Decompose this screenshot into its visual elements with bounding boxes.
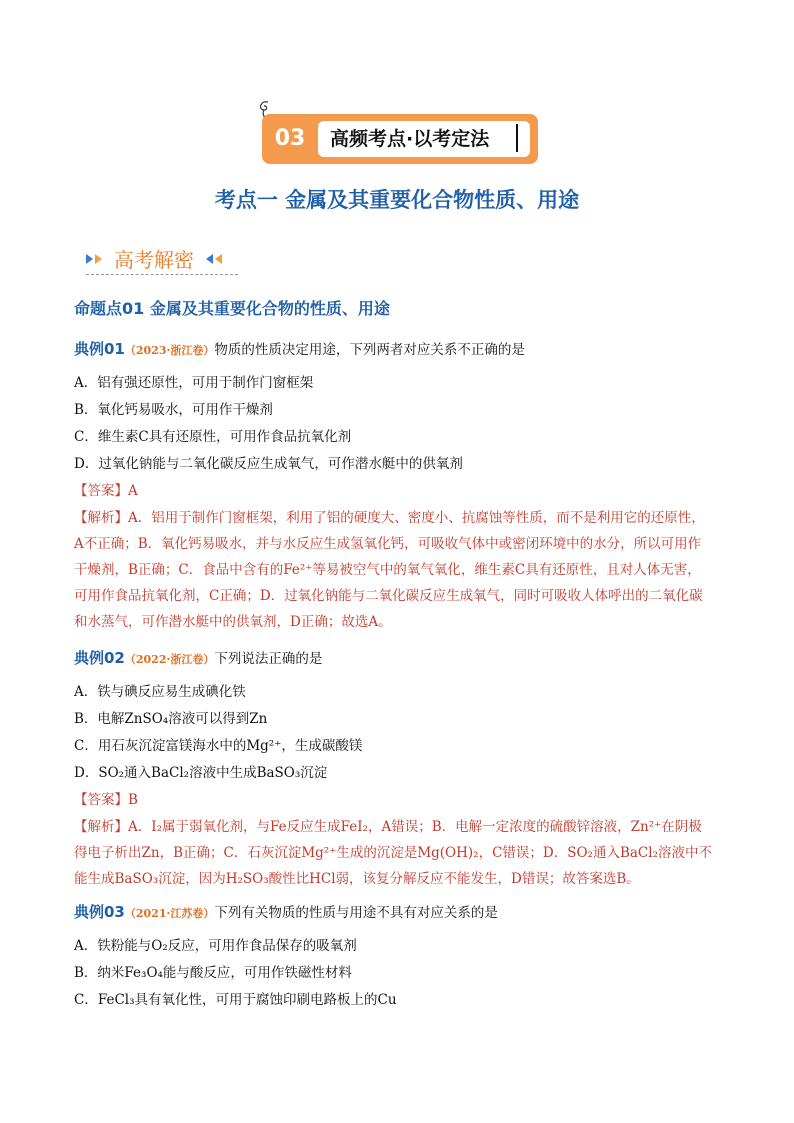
option-b: B．纳米Fe₃O₄能与酸反应，可用作铁磁性材料 [74,965,352,981]
option-b: B．电解ZnSO₄溶液可以得到Zn [74,711,268,727]
example-source: （2023·浙江卷） [124,344,215,357]
option-c: C．FeCl₃具有氧化性，可用于腐蚀印刷电路板上的Cu [74,992,397,1008]
example-label: 典例03 [74,903,125,921]
analysis-line [74,505,724,531]
answer-value: A [128,483,138,499]
text-cursor [516,124,518,152]
question-text: 下列说法正确的是 [214,651,323,667]
analysis-line [74,814,724,840]
analysis-line: 和水蒸气，可作潜水艇中的供氧剂，D正确；故选A。 [74,614,392,630]
section-title: 考点一 金属及其重要化合物性质、用途 [214,188,580,212]
answer-label: 【答案】 [74,483,128,499]
badge-number: 03 [274,126,306,151]
exam-secret-banner [86,244,238,276]
option-d: D．SO₂通入BaCl₂溶液中生成BaSO₃沉淀 [74,765,328,781]
answer-label: 【答案】 [74,792,128,808]
option-a: A．铝有强还原性，可用于制作门窗框架 [74,375,314,391]
analysis-line: 干燥剂，B正确；C．食品中含有的Fe²⁺等易被空气中的氧气氧化，维生素C具有还原性，且对人体无害， [74,562,701,578]
analysis-line: A不正确；B．氧化钙易吸水，并与水反应生成氢氧化钙，可吸收气体中或密闭环境中的水分，所以可用作 [74,536,702,552]
analysis-text: A．铝用于制作门窗框架，利用了铝的硬度大、密度小、抗腐蚀等性质，而不是利用它的还原性， [128,510,705,526]
option-c: C．维生素C具有还原性，可用作食品抗氧化剂 [74,429,352,445]
question-text: 物质的性质决定用途，下列两者对应关系不正确的是 [214,342,525,358]
analysis-paragraph [74,814,724,892]
example-01-question [74,339,525,361]
badge-title: 高频考点·以考定法 [330,128,490,150]
example-label: 典例01 [74,340,125,358]
answer-line [74,790,138,810]
answer-value: B [128,792,138,808]
topic-heading: 命题点01 金属及其重要化合物的性质、用途 [74,299,390,318]
option-b: B．氧化钙易吸水，可用作干燥剂 [74,402,273,418]
double-arrow-left-icon [206,252,228,266]
example-label: 典例02 [74,649,125,667]
analysis-line: 可用作食品抗氧化剂，C正确；D．过氧化钠能与二氧化碳反应生成氧气，同时可吸收人体呼出的二氧化碳 [74,588,703,604]
example-02-question [74,648,322,670]
option-a: A．铁粉能与O₂反应，可用作食品保存的吸氧剂 [74,938,357,954]
banner-underline [86,274,238,275]
question-text: 下列有关物质的性质与用途不具有对应关系的是 [214,905,498,921]
analysis-paragraph [74,505,724,635]
banner-label: 高考解密 [114,248,194,272]
option-d: D．过氧化钠能与二氧化碳反应生成氧气，可作潜水艇中的供氧剂 [74,456,463,472]
example-source: （2022·浙江卷） [124,653,215,666]
example-03-question [74,902,498,924]
option-a: A．铁与碘反应易生成碘化铁 [74,684,246,700]
double-arrow-right-icon [86,252,108,266]
option-c: C．用石灰沉淀富镁海水中的Mg²⁺，生成碳酸镁 [74,738,363,754]
analysis-line: 得电子析出Zn，B正确；C．石灰沉淀Mg²⁺生成的沉淀是Mg(OH)₂，C错误；D．SO₂通入BaCl₂溶液中不 [74,845,712,861]
analysis-label: 【解析】 [74,819,128,835]
analysis-label: 【解析】 [74,510,128,526]
analysis-line: 能生成BaSO₃沉淀，因为H₂SO₃酸性比HCl弱，该复分解反应不能发生，D错误；故答案选B。 [74,871,640,887]
answer-line [74,481,138,501]
example-source: （2021·江苏卷） [124,907,215,920]
section-badge [262,114,538,164]
analysis-text: A．I₂属于弱氧化剂，与Fe反应生成FeI₂，A错误；B．电解一定浓度的硫酸锌溶液，Zn²⁺在阴极 [128,819,702,835]
